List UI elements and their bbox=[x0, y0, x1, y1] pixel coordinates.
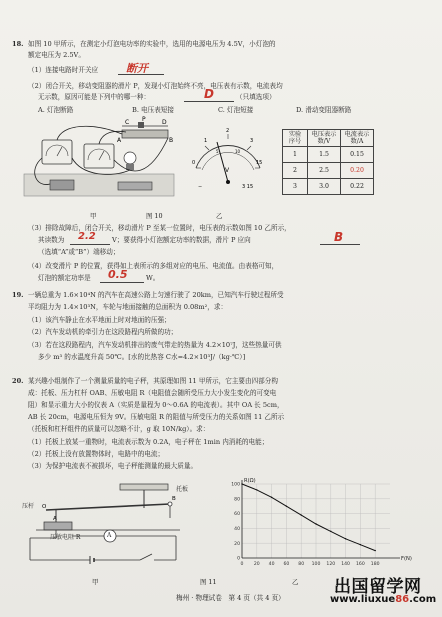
table-cell: 2.5 bbox=[308, 163, 341, 179]
svg-text:1: 1 bbox=[204, 138, 208, 144]
y-tick-label: 0 bbox=[237, 556, 240, 562]
table-header: 实验序号 bbox=[283, 130, 308, 147]
svg-text:0: 0 bbox=[192, 160, 196, 166]
x-tick-label: 0 bbox=[240, 562, 244, 567]
table-header-row bbox=[283, 130, 374, 147]
figure-11-scale-diagram bbox=[20, 478, 198, 568]
q18-part2-b: 无示数，原因可能是下列中的哪一种： bbox=[38, 93, 151, 101]
figure-11-graph bbox=[220, 476, 410, 576]
label-yagan: 压杆 bbox=[22, 503, 35, 510]
y-axis-label: R(Ω) bbox=[244, 478, 256, 484]
label-tuoban: 托板 bbox=[176, 486, 189, 493]
watermark-url-c: .com bbox=[409, 594, 437, 605]
svg-text:A: A bbox=[117, 137, 122, 144]
q18-option-c: C. 灯泡短接 bbox=[218, 106, 254, 114]
q19-line-5: （3）若在这段路程内，汽车发动机排出的废气带走的热量为 4.2×10⁷J，这些热量可供 bbox=[28, 341, 282, 349]
data-point bbox=[256, 489, 257, 490]
q20-line-5: （托板和杠杆组件的质量可以忽略不计，g 取 10N/kg）。求： bbox=[28, 425, 210, 433]
data-point bbox=[315, 523, 316, 524]
q18-part3-answer-2: B bbox=[334, 230, 344, 244]
data-point bbox=[286, 506, 287, 507]
answer-line bbox=[70, 244, 110, 245]
q19-number: 19. bbox=[12, 291, 24, 299]
q20-line-7: （2）托板上没有放置物体时，电路中的电流； bbox=[28, 450, 165, 458]
table-cell: 2 bbox=[283, 163, 308, 179]
q18-option-d: D. 滑动变阻器断路 bbox=[296, 106, 352, 114]
q20-line-8: （3）为保护电流表不被损坏，电子秤能测量的最大质量。 bbox=[28, 462, 198, 470]
data-point bbox=[330, 531, 331, 532]
label-ammeter: A bbox=[107, 532, 112, 539]
data-point bbox=[301, 514, 302, 515]
x-tick-label: 20 bbox=[253, 562, 260, 567]
table-cell: 0.15 bbox=[341, 147, 374, 163]
x-tick-label: 60 bbox=[283, 562, 290, 567]
q18-part2: （2）闭合开关，移动变阻器的滑片 P，发现小灯泡始终不亮，电压表有示数，电流表均 bbox=[28, 82, 283, 90]
q20-line-3: 阻）和显示重力大小的仪表 A（实质是量程为 0～0.6A 的电流表）。其中 OA 长 5cm， bbox=[28, 401, 284, 409]
x-tick-label: 160 bbox=[356, 562, 365, 567]
svg-text:B: B bbox=[172, 496, 176, 502]
table-row bbox=[283, 163, 374, 179]
x-tick-label: 40 bbox=[268, 562, 275, 567]
q18-part1-answer: 断开 bbox=[126, 62, 148, 75]
q18-part4-c: W。 bbox=[146, 274, 160, 282]
answer-line bbox=[184, 101, 234, 102]
x-tick-label: 100 bbox=[311, 562, 321, 567]
figure-11-caption: 图 11 bbox=[200, 578, 217, 586]
figure-10-jia-label: 甲 bbox=[90, 212, 97, 220]
q18-number: 18. bbox=[12, 40, 24, 48]
q19-line-3: （1）该汽车静止在水平地面上时对地面的压强； bbox=[28, 316, 171, 324]
data-point bbox=[271, 497, 272, 498]
svg-text:10: 10 bbox=[235, 149, 241, 154]
watermark-url-a: www.liuxue bbox=[330, 594, 396, 605]
svg-text:3 15: 3 15 bbox=[242, 184, 254, 190]
table-header: 电压表示数/V bbox=[308, 130, 341, 147]
table-row bbox=[283, 147, 374, 163]
table-cell: 1 bbox=[283, 147, 308, 163]
figure-10-voltmeter bbox=[190, 124, 266, 194]
figure-10-circuit bbox=[22, 118, 178, 204]
q18-option-a: A. 灯泡断路 bbox=[38, 106, 74, 114]
q18-part3-d: （选填“A”或“B”）端移动； bbox=[38, 248, 120, 256]
svg-text:O: O bbox=[42, 504, 47, 510]
svg-text:3: 3 bbox=[250, 138, 254, 144]
q18-part3-c: V；要获得小灯泡额定功率的数据，滑片 P 应向 bbox=[112, 236, 251, 244]
x-tick-label: 180 bbox=[370, 562, 380, 567]
table-header: 电流表示数/A bbox=[341, 130, 374, 147]
q18-part2-tail: （只填选项） bbox=[236, 93, 276, 101]
x-tick-label: 80 bbox=[298, 562, 305, 567]
q18-part3-b: 其读数为 bbox=[38, 236, 65, 244]
q18-intro-2: 额定电压为 2.5V。 bbox=[28, 51, 85, 59]
data-point bbox=[360, 544, 361, 545]
figure-11-yi-label: 乙 bbox=[292, 578, 299, 586]
q20-line-1: 某兴趣小组制作了一个测量质量的电子秤，其原理如图 11 甲所示，它主要由四部分构 bbox=[28, 377, 278, 385]
q18-part2-answer: D bbox=[204, 87, 214, 101]
svg-text:P: P bbox=[142, 116, 146, 123]
q18-option-b: B. 电压表短接 bbox=[132, 106, 175, 114]
q18-intro: 如图 10 甲所示，在测定小灯泡电功率的实验中，选用的电源电压为 4.5V，小灯泡的 bbox=[28, 40, 276, 48]
data-point bbox=[345, 538, 346, 539]
svg-text:C: C bbox=[125, 119, 130, 126]
q18-part3-answer-1: 2.2 bbox=[78, 231, 96, 242]
q19-line-2: 平均阻力为 1.4×10³N，车轮与地面接触的总面积为 0.08m²，求： bbox=[28, 303, 228, 311]
label-resistor: 压敏电阻 R bbox=[50, 534, 81, 541]
svg-text:5: 5 bbox=[216, 149, 219, 154]
watermark-url bbox=[330, 594, 436, 605]
table-cell: 0.20 bbox=[341, 163, 374, 179]
svg-text:2: 2 bbox=[226, 128, 230, 134]
data-table bbox=[282, 129, 374, 195]
q18-part4: （4）改变滑片 P 的位置，获得如上表所示的多组对应的电压、电流值。由表格可知， bbox=[28, 262, 279, 270]
figure-11-jia-label: 甲 bbox=[92, 578, 99, 586]
y-tick-label: 100 bbox=[231, 482, 240, 488]
q18-part1: （1）连接电路时开关应 bbox=[28, 66, 99, 74]
svg-text:B: B bbox=[169, 137, 174, 144]
q18-part3: （3）排除故障后，闭合开关，移动滑片 P 至某一位置时，电压表的示数如图 10 乙所示， bbox=[28, 224, 291, 232]
x-axis-label: F(N) bbox=[401, 556, 412, 562]
svg-text:V: V bbox=[225, 167, 230, 174]
svg-text:−: − bbox=[198, 184, 203, 190]
figure-10-caption: 图 10 bbox=[146, 212, 163, 220]
q20-line-6: （1）托板上放某一重物时，电流表示数为 0.2A，电子秤在 1min 内消耗的电能； bbox=[28, 438, 269, 446]
data-point bbox=[241, 483, 242, 484]
answer-line bbox=[320, 244, 360, 245]
q19-line-1: 一辆总重为 1.6×10⁴N 的汽车在高速公路上匀速行驶了 20km，已知汽车行驶过程所受 bbox=[28, 291, 284, 299]
y-tick-label: 60 bbox=[234, 512, 240, 518]
watermark-title: 出国留学网 bbox=[334, 577, 422, 597]
q20-line-2: 成：托板、压力杠杆 OAB、压敏电阻 R（电阻值会随所受压力大小发生变化的可变电 bbox=[28, 389, 277, 397]
q18-part4-b: 灯泡的额定功率是 bbox=[38, 274, 91, 282]
y-tick-label: 80 bbox=[234, 497, 240, 503]
table-cell: 3 bbox=[283, 179, 308, 195]
y-tick-label: 40 bbox=[234, 527, 240, 532]
svg-text:A: A bbox=[53, 516, 57, 522]
q19-line-4: （2）汽车发动机的牵引力在这段路程内所做的功； bbox=[28, 328, 178, 336]
svg-text:15: 15 bbox=[256, 160, 263, 166]
table-cell: 0.22 bbox=[341, 179, 374, 195]
q18-part4-answer: 0.5 bbox=[108, 268, 128, 281]
page-footer: 梅州 · 物理试卷 第 4 页（共 4 页） bbox=[176, 594, 285, 602]
series-line bbox=[242, 484, 375, 551]
y-tick-label: 20 bbox=[234, 541, 240, 547]
watermark-url-b: 86 bbox=[395, 594, 410, 605]
table-row bbox=[283, 179, 374, 195]
svg-text:D: D bbox=[162, 119, 167, 126]
data-point bbox=[375, 550, 376, 551]
table-cell: 3.0 bbox=[308, 179, 341, 195]
x-tick-label: 140 bbox=[341, 562, 350, 567]
table-cell: 1.5 bbox=[308, 147, 341, 163]
x-tick-label: 120 bbox=[326, 562, 336, 567]
q19-line-6: 多少 m³ 的水温度升高 50℃。[水的比热容 C水=4.2×10³J/（kg·℃）] bbox=[38, 353, 246, 361]
q20-number: 20. bbox=[12, 377, 24, 385]
answer-line bbox=[100, 282, 144, 283]
figure-10-yi-label: 乙 bbox=[216, 212, 223, 220]
q20-line-4: AB 长 20cm，电源电压恒为 9V。压敏电阻 R 的阻值与所受压力的关系如图 11 乙所示 bbox=[28, 413, 285, 421]
